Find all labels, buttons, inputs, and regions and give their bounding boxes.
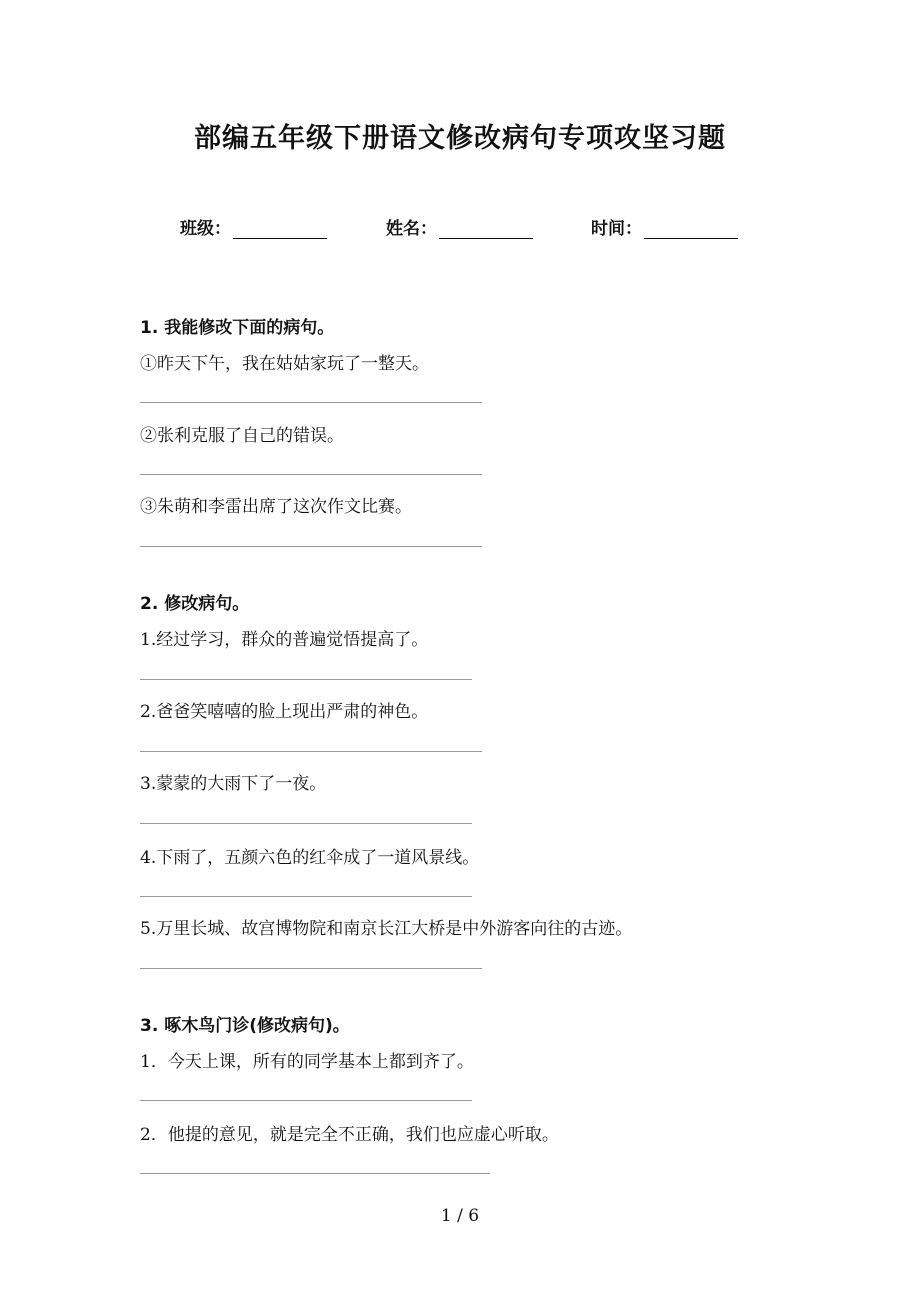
section-2-item-2: 2.爸爸笑嘻嘻的脸上现出严肃的神色。 — [140, 702, 429, 722]
section-2-item-1: 1.经过学习，群众的普遍觉悟提高了。 — [140, 630, 429, 650]
answer-line[interactable] — [140, 896, 472, 897]
name-blank[interactable] — [439, 220, 533, 239]
section-2-heading: 2. 修改病句。 — [140, 594, 250, 614]
answer-line[interactable] — [140, 751, 482, 752]
section-2-item-4: 4.下雨了，五颜六色的红伞成了一道风景线。 — [140, 848, 480, 868]
class-blank[interactable] — [233, 220, 327, 239]
time-blank[interactable] — [644, 220, 738, 239]
answer-line[interactable] — [140, 679, 472, 680]
time-field — [591, 214, 738, 239]
section-3-heading: 3. 啄木鸟门诊(修改病句)。 — [140, 1016, 350, 1036]
section-2-item-5: 5.万里长城、故宫博物院和南京长江大桥是中外游客向往的古迹。 — [140, 919, 633, 939]
answer-line[interactable] — [140, 1173, 490, 1174]
answer-line[interactable] — [140, 546, 482, 547]
class-field — [180, 214, 327, 239]
page-indicator: 1 / 6 — [440, 1206, 480, 1226]
section-1-item-3: ③朱萌和李雷出席了这次作文比赛。 — [140, 497, 412, 517]
section-1-item-2: ②张利克服了自己的错误。 — [140, 426, 344, 446]
section-1-heading: 1. 我能修改下面的病句。 — [140, 318, 335, 338]
class-label: 班级： — [180, 219, 231, 239]
answer-line[interactable] — [140, 402, 482, 403]
section-3-item-1: 1．今天上课，所有的同学基本上都到齐了。 — [140, 1052, 474, 1072]
section-3-item-2: 2．他提的意见，就是完全不正确，我们也应虚心听取。 — [140, 1125, 559, 1145]
section-1-item-1: ①昨天下午，我在姑姑家玩了一整天。 — [140, 354, 429, 374]
name-field — [386, 214, 533, 239]
time-label: 时间： — [591, 219, 642, 239]
answer-line[interactable] — [140, 474, 482, 475]
section-2-item-3: 3.蒙蒙的大雨下了一夜。 — [140, 774, 327, 794]
answer-line[interactable] — [140, 968, 482, 969]
answer-line[interactable] — [140, 1100, 472, 1101]
page-title: 部编五年级下册语文修改病句专项攻坚习题 — [194, 123, 726, 154]
name-label: 姓名： — [386, 219, 437, 239]
answer-line[interactable] — [140, 823, 472, 824]
